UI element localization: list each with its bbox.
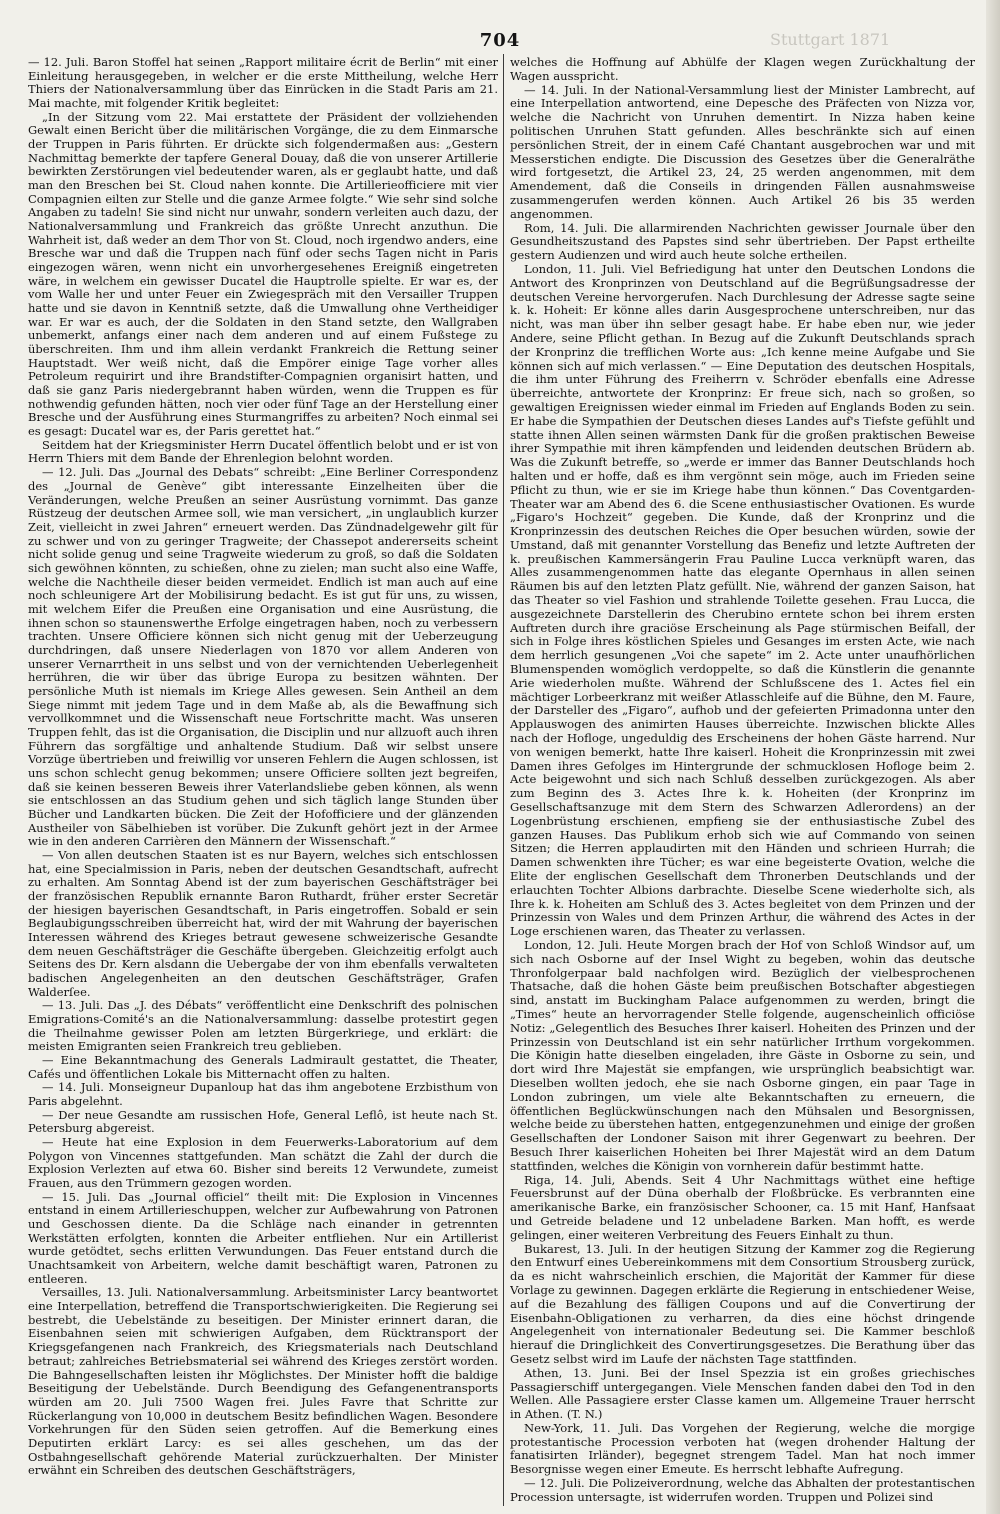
article-ducatel: Seitdem hat der Kriegsminister Herrn Ducatel öffentlich belobt und er ist von Herrn Thiers mit dem Bande der Ehrenlegion belohnt worden. [28, 437, 498, 466]
article-bukarest: Bukarest, 13. Juli. In der heutigen Sitzung der Kammer zog die Regierung den Entwurf eines Uebereinkommens mit dem Consortium Strousberg zurück, da es nicht wahrscheinlich erschien, die Majorität der Kammer für diese Vorlage zu gewinnen. Dagegen erklärte die Regierung in entschiedener Weise, auf die Bezahlung des fälligen Coupons und auf die Convertirung der Eisenbahn-Obligationen zu verharren, da dies eine höchst dringende Angelegenheit von internationaler Bedeutung sei. Die Kammer beschloß hierauf die Dringlichkeit des Convertirungsgesetzes. Die Berathung über das Gesetz selbst wird im Laufe der nächsten Tage stattfinden. [510, 1241, 975, 1366]
article-athen: Athen, 13. Juni. Bei der Insel Spezzia ist ein großes griechisches Passagierschiff untergegangen. Viele Menschen fanden dabei den Tod in den Wellen. Alle Passagiere erster Classe kamen um. Allgemeine Trauer herrscht in Athen. (T. N.) [510, 1365, 975, 1422]
bleed-through-text: Stuttgart 1871 [770, 30, 891, 49]
article-stoffel-quote: „In der Sitzung vom 22. Mai erstattete der Präsident der vollziehenden Gewalt einen Bericht über die militärischen Vorgänge, die zu dem Einmarsche der Truppen in Paris führten. Er drückte sich folgendermaßen aus: „Gestern Nachmittag bemerkte der tapfere General Douay, daß die von unserer Artillerie bewirkten Zerstörungen viel bedeutender waren, als er geglaubt hatte, und daß man den Breschen bei St. Cloud nahen konnte. Die Artillerieofficiere mit vier Compagnien eilten zur Stelle und die ganze Armee folgte.“ Wie sehr sind solche Angaben zu tadeln! Sie sind nicht nur unwahr, sondern verleiten auch dazu, der Nationalversammlung und Frankreich das größte Unrecht anzuthun. Die Wahrheit ist, daß weder an dem Thor von St. Cloud, noch irgendwo anders, eine Bresche war und daß die Truppen nach fünf oder sechs Tagen nicht in Paris eingezogen wären, wenn nicht ein unvorhergesehenes Ereigniß eingetreten wäre, in welchem ein gewisser Ducatel die Hauptrolle spielte. Er war es, der vom Walle her und unter Feuer ein Zwiegespräch mit den Versailler Truppen hatte und sie davon in Kenntniß setzte, daß die Umwallung ohne Vertheidiger war. Er war es auch, der die Soldaten in den Stand setzte, den Wallgraben unbemerkt, anfangs einer nach dem anderen und auf einem Fußstege zu überschreiten. Ihm und ihm allein verdankt Frankreich die Rettung seiner Hauptstadt. Wer weiß nicht, daß die Empörer einige Tage vorher alles Petroleum requirirt und ihre Brandstifter-Compagnien organisirt hatten, und daß sie ganz Paris niedergebrannt haben würden, wenn die Truppen es für nothwendig gefunden hätten, noch vier oder fünf Tage an der Herstellung einer Bresche und der Ausführung eines Sturmangriffes zu arbeiten? Noch einmal sei es gesagt: Ducatel war es, der Paris gerettet hat.“ [28, 109, 498, 439]
article-emigration: — 13. Juli. Das „J. des Débats“ veröffentlicht eine Denkschrift des polnischen Emigrations-Comité's an die Nationalversammlung: dasselbe protestirt gegen die Theilnahme gewisser Polen am letzten Bürgerkriege, und erklärt: die meisten Emigranten seien Frankreich treu geblieben. [28, 998, 498, 1054]
left-column [28, 56, 498, 1504]
article-new-york: New-York, 11. Juli. Das Vorgehen der Regierung, welche die morgige protestantische Procession verboten hat (wegen drohender Haltung der fanatisirten Irländer), begegnet strengem Tadel. Man hat noch immer Besorgnisse wegen einer Emeute. Es herrscht lebhafte Aufregung. [510, 1420, 975, 1477]
article-london-12: London, 12. Juli. Heute Morgen brach der Hof von Schloß Windsor auf, um sich nach Osborne auf der Insel Wight zu begeben, wohin das deutsche Thronfolgerpaar bald nachfolgen wird. Bezüglich der vielbesprochenen Thatsache, daß die hohen Gäste beim preußischen Botschafter abgestiegen sind, anstatt im Buckingham Palace aufgenommen zu werden, bringt die „Times“ heute an hervorragender Stelle folgende, augenscheinlich officiöse Notiz: „Gelegentlich des Besuches Ihrer kaiserl. Hoheiten des Prinzen und der Prinzessin von Deutschland ist ein sehr natürlicher Irrthum vorgekommen. Die Königin hatte dieselben eingeladen, ihre Gäste in Osborne zu sein, und dort wird Ihre Majestät sie empfangen, wie ursprünglich beabsichtigt war. Dieselben wollten jedoch, ehe sie nach Osborne gingen, ein paar Tage in London zubringen, um viele alte Bekanntschaften zu erneuern, die öffentlichen Beglückwünschungen nach den Mühsalen und Besorgnissen, welche beide zu überstehen hatten, entgegenzunehmen und einige der großen Gesellschaften der Londoner Saison mit ihrer Gegenwart zu beehren. Der Besuch Ihrer kaiserlichen Hoheiten bei Ihrer Majestät wird an dem Datum stattfinden, welches die Königin von vornherein dafür bestimmt hatte. [510, 938, 975, 1173]
article-riga: Riga, 14. Juli, Abends. Seit 4 Uhr Nachmittags wüthet eine heftige Feuersbrunst auf der Düna oberhalb der Floßbrücke. Es verbrannten eine amerikanische Barke, ein französischer Schooner, ca. 15 mit Hanf, Hanfsaat und Getreide beladene und 12 unbeladene Barken. Man hofft, es werde gelingen, einer weiteren Verbreitung des Feuers Einhalt zu thun. [510, 1172, 975, 1242]
article-dupanloup: — 14. Juli. Monseigneur Dupanloup hat das ihm angebotene Erzbisthum von Paris abgelehnt. [28, 1080, 498, 1109]
article-rom: Rom, 14. Juli. Die allarmirenden Nachrichten gewisser Journale über den Gesundheitszustand des Papstes sind sehr übertrieben. Der Papst ertheilte gestern Audienzen und wird auch heute solche ertheilen. [510, 220, 975, 263]
article-leflo: — Der neue Gesandte am russischen Hofe, General Leflô, ist heute nach St. Petersburg abgereist. [28, 1107, 498, 1136]
article-ladmirault: — Eine Bekanntmachung des Generals Ladmirault gestattet, die Theater, Cafés und öffentlichen Lokale bis Mitternacht offen zu halten. [28, 1053, 498, 1081]
article-nizza: — 14. Juli. In der National-Versammlung liest der Minister Lambrecht, auf eine Interpellation antwortend, eine Depesche des Präfecten von Nizza vor, welche die Nachricht von Unruhen dementirt. In Nizza haben keine politischen Unruhen Statt gefunden. Alles beschränkte sich auf einen persönlichen Streit, der in einem Café Chantant ausgebrochen war und mit Messerstichen endigte. Die Discussion des Gesetzes über die Generalräthe wird fortgesetzt, die Artikel 23, 24, 25 werden angenommen, mit dem Amendement, daß die Conseils in dringenden Fällen ausnahmsweise zusammengerufen werden können. Auch Artikel 26 bis 35 werden angenommen. [510, 82, 975, 221]
article-journal-officiel: — 15. Juli. Das „Journal officiel“ theilt mit: Die Explosion in Vincennes entstand in einem Artillerieschuppen, welcher zur Aufbewahrung von Patronen und Geschossen diente. Da die Schläge nach einander in getrennten Werkstätten erfolgten, konnten die Arbeiter entfliehen. Nur ein Artillerist wurde getödtet, sechs erlitten Verwundungen. Das Feuer entstand durch die Unachtsamkeit von Arbeitern, welche damit beschäftigt waren, Patronen zu entleeren. [28, 1189, 498, 1286]
article-new-york-12: — 12. Juli. Die Polizeiverordnung, welche das Abhalten der protestantischen Procession untersagte, ist widerrufen worden. Truppen und Polizei sind [510, 1476, 975, 1504]
article-versailles-cont: welches die Hoffnung auf Abhülfe der Klagen wegen Zurückhaltung der Wagen ausspricht. [510, 56, 975, 83]
article-stoffel: — 12. Juli. Baron Stoffel hat seinen „Rapport militaire écrit de Berlin“ mit einer Einleitung herausgegeben, in welcher er die erste Mittheilung, welche Herr Thiers der Nationalversammlung über das Einrücken in die Stadt Paris am 21. Mai machte, mit folgender Kritik begleitet: [28, 56, 498, 111]
column-divider [503, 54, 504, 1506]
page-number: 704 [479, 30, 521, 51]
article-bayern: — Von allen deutschen Staaten ist es nur Bayern, welches sich entschlossen hat, eine Specialmission in Paris, neben der deutschen Gesandtschaft, aufrecht zu erhalten. Am Sonntag Abend ist der zum bayerischen Geschäftsträger bei der französischen Republik ernannte Baron Ruthardt, früher erster Secretär der hiesigen bayerischen Gesandtschaft, in Paris eingetroffen. Sobald er sein Beglaubigungsschreiben überreicht hat, wird der mit Wahrung der bayerischen Interessen während des Krieges betraut gewesene schweizerische Gesandte dem neuen Geschäftsträger die Geschäfte übergeben. Gleichzeitig erfolgt auch Seitens des Dr. Kern alsdann die Uebergabe der von ihm ebenfalls verwalteten badischen Angelegenheiten an den deutschen Geschäftsträger, Grafen Walderſee. [28, 847, 498, 999]
article-explosion: — Heute hat eine Explosion in dem Feuerwerks-Laboratorium auf dem Polygon von Vincennes stattgefunden. Man schätzt die Zahl der durch die Explosion Verlezten auf etwa 60. Bisher sind bereits 12 Verwundete, zumeist Frauen, aus den Trümmern gezogen worden. [28, 1135, 498, 1191]
page-edge-shadow [986, 0, 1000, 1514]
article-debats: — 12. Juli. Das „Journal des Debats“ schreibt: „Eine Berliner Correspondenz des „Journal de Genève“ gibt interessante Einzelheiten über die Veränderungen, welche Preußen an seiner Ausrüstung vornimmt. Das ganze Rüstzeug der deutschen Armee soll, wie man versichert, „in unglaublich kurzer Zeit, vielleicht in zwei Jahren“ erneuert werden. Das Zündnadelgewehr gilt für zu schwer und von zu geringer Tragweite; der Chassepot andererseits scheint nicht solide genug und seine Tragweite wiederum zu groß, so daß die Soldaten sich gewöhnen könnten, zu schießen, ohne zu zielen; man sucht also eine Waffe, welche die Nachtheile dieser beiden vermeidet. Endlich ist man auch auf eine noch schleunigere Art der Mobilisirung bedacht. Es ist gut für uns, zu wissen, mit welchem Eifer die Preußen eine Organisation und eine Ausrüstung, die ihnen schon so staunenswerthe Erfolge eingetragen haben, noch zu verbessern trachten. Unsere Officiere können sich nicht genug mit der Ueberzeugung durchdringen, daß unsere Niederlagen von 1870 vor allem Anderen von unserer Vernarrtheit in uns selbst und von der vernichtenden Ueberlegenheit herrühren, die wir über das übrige Europa zu besitzen wähnten. Der persönliche Muth ist niemals im Kriege Alles gewesen. Sein Antheil an dem Siege nimmt mit jedem Tage und in dem Maße ab, als die Bewaffnung sich vervollkommnet und die Wissenschaft neue Fortschritte macht. Was unseren Truppen fehlt, das ist die Organisation, die Disciplin und nur allzuoft auch ihren Führern das sorgfältige und anhaltende Studium. Daß wir selbst unsere Vorzüge übertrieben und freiwillig vor unseren Fehlern die Augen schlossen, ist uns schon schlecht genug bekommen; unsere Officiere sollten jezt begreifen, daß sie keinen besseren Beweis ihrer Vaterlandsliebe geben können, als wenn sie entschlossen an das Studium gehen und sich täglich lange Stunden über Bücher und Landkarten bücken. Die Zeit der Hofofficiere und der glänzenden Austheiler von Säbelhieben ist vorüber. Die Zukunft gehört jezt in der Armee wie in den anderen Carrièren den Männern der Wissenschaft.“ [28, 465, 498, 849]
article-versailles: Versailles, 13. Juli. Nationalversammlung. Arbeitsminister Larcy beantwortet eine Interpellation, betreffend die Transportschwierigkeiten. Die Regierung sei bestrebt, die Uebelstände zu beseitigen. Der Minister erinnert daran, die Eisenbahnen seien mit schwierigen Aufgaben, dem Rücktransport der Kriegsgefangenen nach Frankreich, des Kriegsmaterials nach Deutschland betraut; zahlreiches Betriebsmaterial sei während des Krieges zerstört worden. Die Bahngesellschaften leisten ihr Möglichstes. Der Minister hofft die baldige Beseitigung der Uebelstände. Durch Beendigung des Gefangenentransports würden am 20. Juli 7500 Wagen frei. Jules Favre that Schritte zur Rückerlangung von 10,000 in deutschem Besitz befindlichen Wagen. Besondere Vorkehrungen für den Süden seien getroffen. Auf die Bemerkung eines Deputirten erklärt Larcy: es sei alles geschehen, um das der Ostbahngesellschaft gehörende Material zurückzuerhalten. Der Minister erwähnt ein Schreiben des deutschen Geschäftsträgers, [28, 1285, 498, 1478]
right-column [510, 56, 975, 1504]
article-london-11: London, 11. Juli. Viel Befriedigung hat unter den Deutschen Londons die Antwort des Kronprinzen von Deutschland auf die Begrüßungsadresse der deutschen Vereine hervorgerufen. Nach Durchlesung der Adresse sagte seine k. k. Hoheit: Er könne alles darin Ausgesprochene unterschreiben, nur das nicht, was man über ihn selber gesagt habe. Er habe eben nur, wie jeder Andere, seine Pflicht gethan. In Bezug auf die Zukunft Deutschlands sprach der Kronprinz die trefflichen Worte aus: „Ich kenne meine Aufgabe und Sie können sich auf mich verlassen.“ — Eine Deputation des deutschen Hospitals, die ihm unter Führung des Freiherrn v. Schröder ebenfalls eine Adresse überreichte, antwortete der Kronprinz: Er freue sich, nach so großen, so gewaltigen Ereignissen wieder einmal im Frieden auf Englands Boden zu sein. Er habe die Sympathien der Deutschen dieses Landes auf's Tiefste gefühlt und statte ihnen Allen seinen wärmsten Dank für die großen praktischen Beweise ihrer Sympathie mit ihren kämpfenden und leidenden deutschen Brüdern ab. Was die Zukunft betreffe, so „werde er immer das Banner Deutschlands hoch halten und er hoffe, daß es ihm vergönnt sein möge, auch im Frieden seine Pflicht zu thun, wie er sie im Kriege habe thun können.“ Das Coventgarden-Theater war am Abend des 6. die Scene enthusiastischer Ovationen. Es wurde „Figaro's Hochzeit“ gegeben. Die Kunde, daß der Kronprinz und die Kronprinzessin des deutschen Reiches die Oper besuchen würden, sowie der Umstand, daß mit genannter Vorstellung das Benefiz und letzte Auftreten der k. preußischen Kammersängerin Frau Pauline Lucca verknüpft waren, das Alles zusammengenommen hatte das elegante Opernhaus in allen seinen Räumen bis auf den letzten Platz gefüllt. Nie, während der ganzen Saison, hat das Theater so viel Fashion und strahlende Toilette gesehen. Frau Lucca, die ausgezeichnete Darstellerin des Cherubino erntete schon bei ihrem ersten Auftreten durch ihre graciöse Erscheinung als Page stürmischen Beifall, der sich in Folge ihres köstlichen Spieles und Gesanges im ersten Acte, wie nach dem herrlich gesungenen „Voi che sapete“ im 2. Acte unter unaufhörlichen Blumenspenden womöglich verdoppelte, so daß die Künstlerin die genannte Arie wiederholen mußte. Während der Schlußscene des 1. Actes fiel ein mächtiger Lorbeerkranz mit weißer Atlasschleife auf die Bühne, den M. Faure, der Darsteller des „Figaro“, aufhob und der gefeierten Primadonna unter den Applauswogen des animirten Hauses überreichte. Inzwischen blickte Alles nach der Hofloge, ungeduldig des Erscheinens der hohen Gäste harrend. Nur von wenigen bemerkt, hatte Ihre kaiserl. Hoheit die Kronprinzessin mit zwei Damen ihres Gefolges im Hintergrunde der schmucklosen Hofloge beim 2. Acte beigewohnt und sich nach Schluß desselben zurückgezogen. Als aber zum Beginn des 3. Actes Ihre k. k. Hoheiten (der Kronprinz im Gesellschaftsanzuge mit dem Stern des Schwarzen Adlerordens) an der Logenbrüstung erschienen, empfieng sie der enthusiastische Zubel des ganzen Hauses. Das Publikum erhob sich wie auf Commando von seinen Sitzen; die Herren applaudirten mit den Händen und schrieen Hurrah; die Damen schwenkten ihre Tücher; es war eine begeisterte Ovation, welche die Elite der englischen Gesellschaft dem Thronerben Deutschlands und der erlauchten Tochter Albions darbrachte. Dieselbe Scene wiederholte sich, als Ihre k. k. Hoheiten am Schluß des 3. Actes begleitet von dem Prinzen und der Prinzessin von Wales und dem Prinzen Arthur, die während des Actes in der Loge erschienen waren, das Theater zu verlassen. [510, 261, 975, 939]
